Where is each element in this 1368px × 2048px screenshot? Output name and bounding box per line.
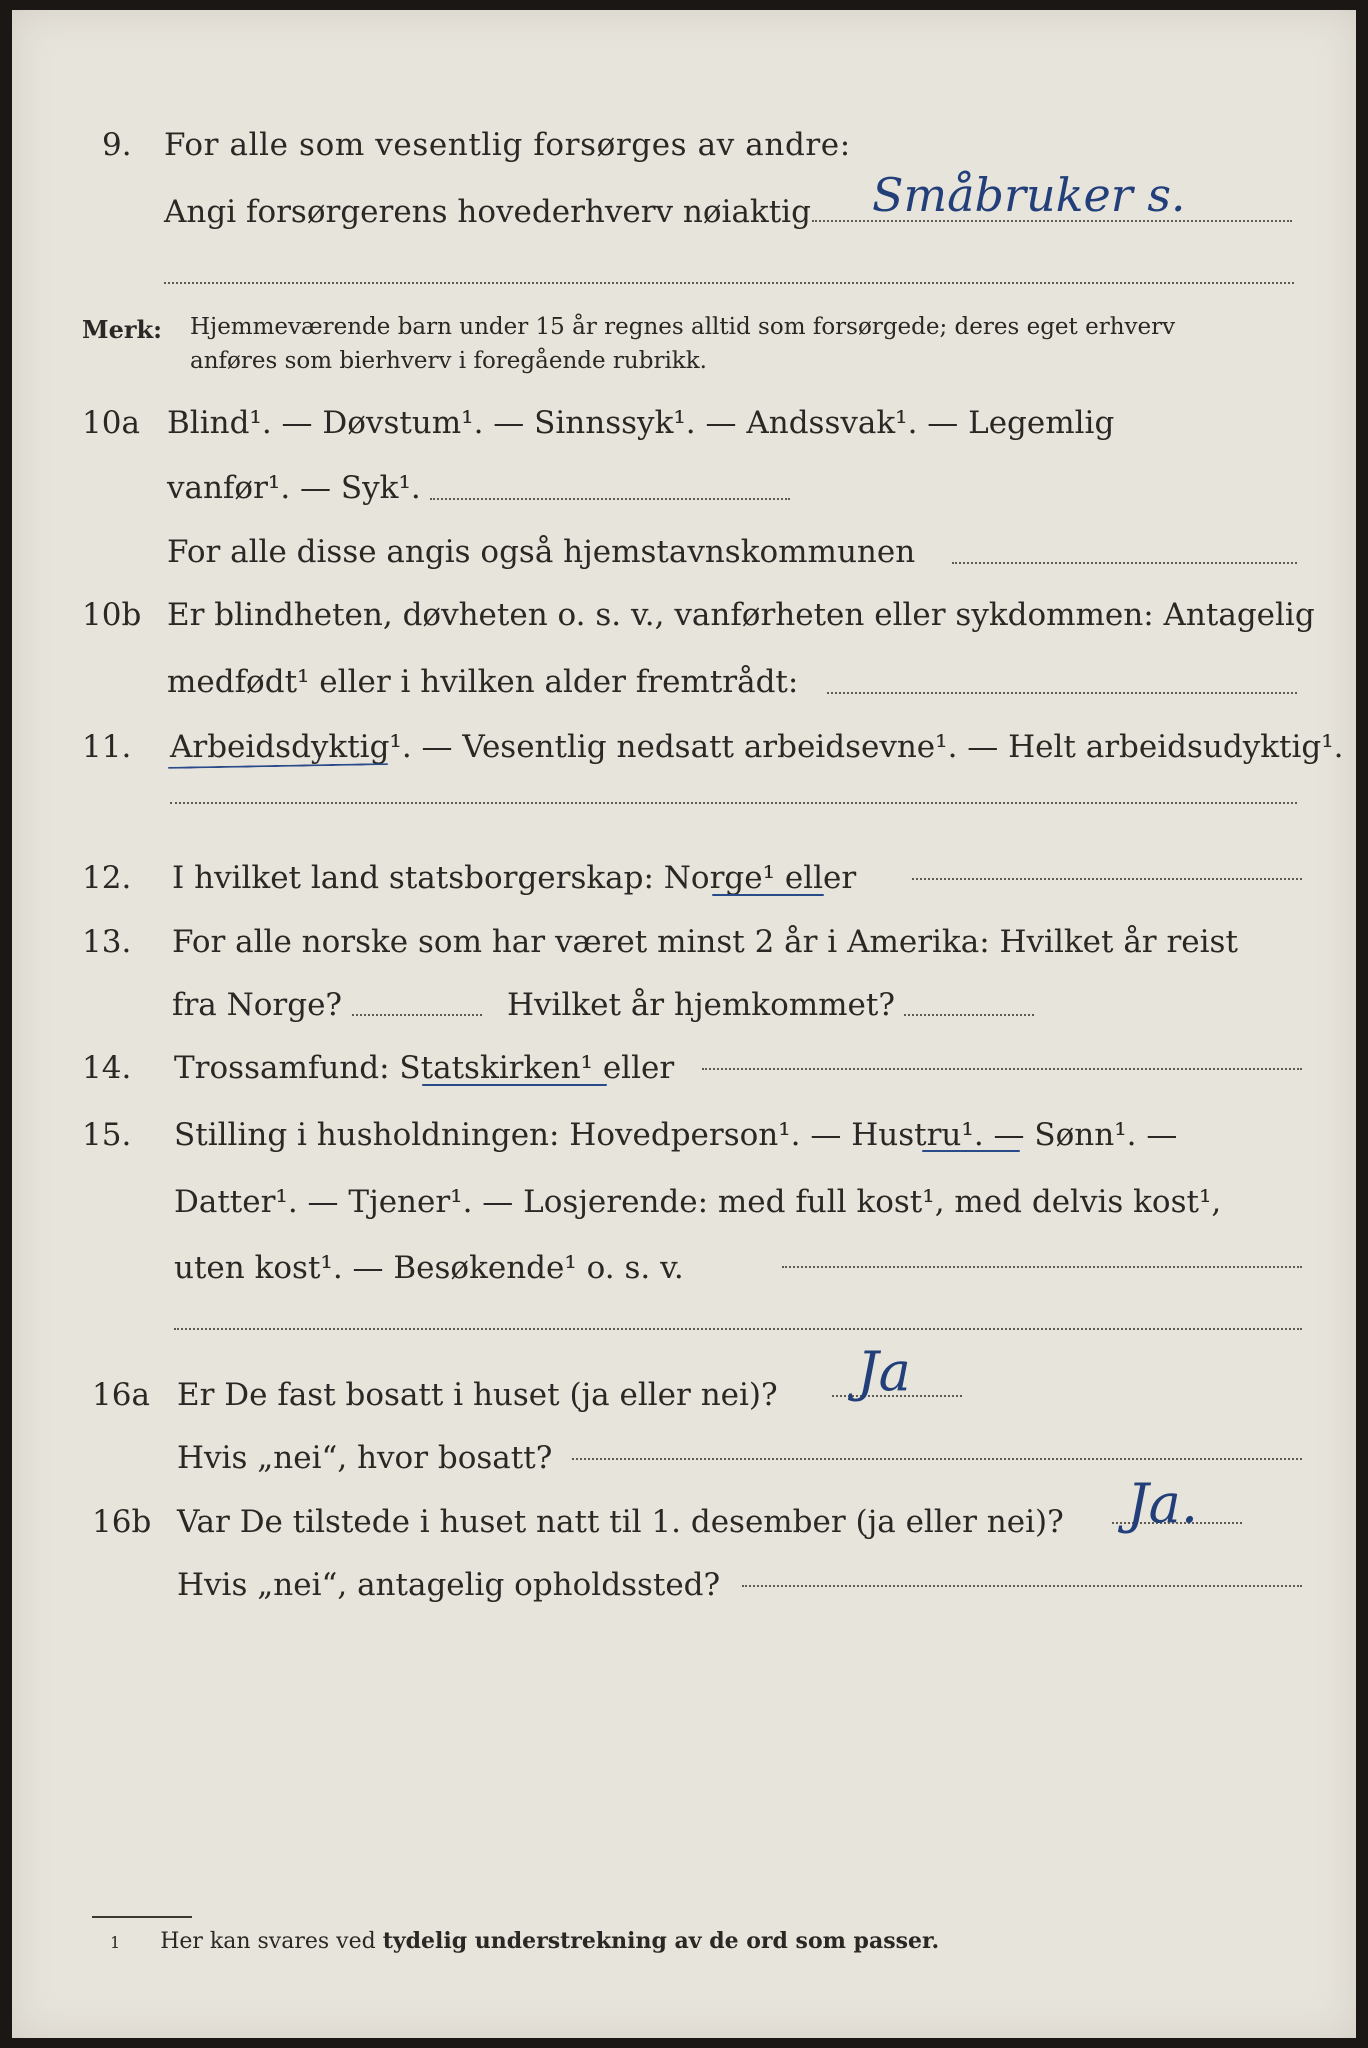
answer-line-9b[interactable] (164, 282, 1294, 284)
question-number-16a: 16a (92, 1377, 150, 1413)
answer-line-13-hjemkommet[interactable] (904, 1014, 1034, 1016)
answer-line-10a-kommune[interactable] (952, 562, 1297, 564)
answer-line-10b[interactable] (827, 692, 1297, 694)
footnote-mark: 1 (110, 1933, 121, 1952)
footnote (110, 1928, 940, 1954)
footnote-bold-text: tydelig understrekning av de ord som passer. (382, 1928, 940, 1954)
question-10a-line-3: For alle disse angis også hjemstavnskommunen (167, 534, 916, 570)
question-number-13: 13. (82, 924, 132, 960)
question-15-line-3: uten kost¹. — Besøkende¹ o. s. v. (174, 1250, 684, 1286)
underline-norge (712, 894, 824, 896)
question-16a-line-1: Er De fast bosatt i huset (ja eller nei)? (177, 1377, 778, 1413)
merk-line-1: Hjemmeværende barn under 15 år regnes alltid som forsørgede; deres eget erhverv (190, 314, 1176, 340)
census-form-page (12, 10, 1356, 2038)
question-number-10a: 10a (82, 405, 140, 441)
question-15-line-1: Stilling i husholdningen: Hovedperson¹. — Hustru¹. — Sønn¹. — (174, 1117, 1178, 1153)
question-number-12: 12. (82, 860, 132, 896)
answer-line-10a[interactable] (430, 498, 790, 500)
question-10a-line-1: Blind¹. — Døvstum¹. — Sinnssyk¹. — Andssvak¹. — Legemlig (167, 405, 1115, 441)
question-11-line-1: Arbeidsdyktig¹. — Vesentlig nedsatt arbeidsevne¹. — Helt arbeidsudyktig¹. (170, 729, 1344, 765)
handwritten-answer-9: Småbruker s. (872, 168, 1186, 222)
answer-line-12[interactable] (912, 878, 1302, 880)
question-number-9: 9. (102, 127, 132, 163)
answer-line-15b[interactable] (174, 1328, 1302, 1330)
answer-line-15[interactable] (782, 1266, 1302, 1268)
underline-hustru (922, 1150, 1020, 1152)
question-12-line-1: I hvilket land statsborgerskap: Norge¹ eller (172, 860, 857, 896)
question-13-line-2b: Hvilket år hjemkommet? (507, 987, 895, 1023)
question-15-line-2: Datter¹. — Tjener¹. — Losjerende: med full kost¹, med delvis kost¹, (174, 1184, 1222, 1220)
handwritten-answer-16a: Ja (857, 1340, 911, 1403)
footnote-text: Her kan svares ved (160, 1929, 376, 1954)
question-number-16b: 16b (92, 1504, 152, 1540)
question-10b-line-2: medfødt¹ eller i hvilken alder fremtrådt: (167, 664, 799, 700)
question-16b-line-1: Var De tilstede i huset natt til 1. desember (ja eller nei)? (177, 1504, 1064, 1540)
answer-line-16b-opholdssted[interactable] (742, 1585, 1302, 1587)
question-number-14: 14. (82, 1050, 132, 1086)
merk-line-2: anføres som bierhverv i foregående rubrikk. (190, 348, 707, 374)
question-13-line-2a: fra Norge? (172, 987, 343, 1023)
handwritten-answer-16b: Ja. (1127, 1472, 1199, 1535)
question-16b-line-2: Hvis „nei“, antagelig opholdssted? (177, 1567, 721, 1603)
answer-line-16a-bosatt[interactable] (572, 1458, 1302, 1460)
question-number-15: 15. (82, 1117, 132, 1153)
answer-line-13-reist[interactable] (352, 1014, 482, 1016)
question-number-11: 11. (82, 729, 132, 765)
question-16a-line-2: Hvis „nei“, hvor bosatt? (177, 1440, 553, 1476)
question-10a-line-2: vanfør¹. — Syk¹. (167, 470, 421, 506)
question-9-line-2: Angi forsørgerens hovederhverv nøiaktig (164, 194, 811, 230)
question-9-line-1: For alle som vesentlig forsørges av andre: (164, 127, 851, 163)
merk-label: Merk: (82, 315, 162, 344)
answer-line-14[interactable] (702, 1068, 1302, 1070)
question-13-line-1: For alle norske som har været minst 2 år i Amerika: Hvilket år reist (172, 924, 1238, 960)
footnote-rule (92, 1916, 192, 1918)
question-14-line-1: Trossamfund: Statskirken¹ eller (174, 1050, 675, 1086)
question-number-10b: 10b (82, 597, 142, 633)
answer-line-11[interactable] (170, 802, 1297, 804)
question-10b-line-1: Er blindheten, døvheten o. s. v., vanførheten eller sykdommen: Antagelig (167, 597, 1315, 633)
underline-statskirken (422, 1084, 607, 1086)
